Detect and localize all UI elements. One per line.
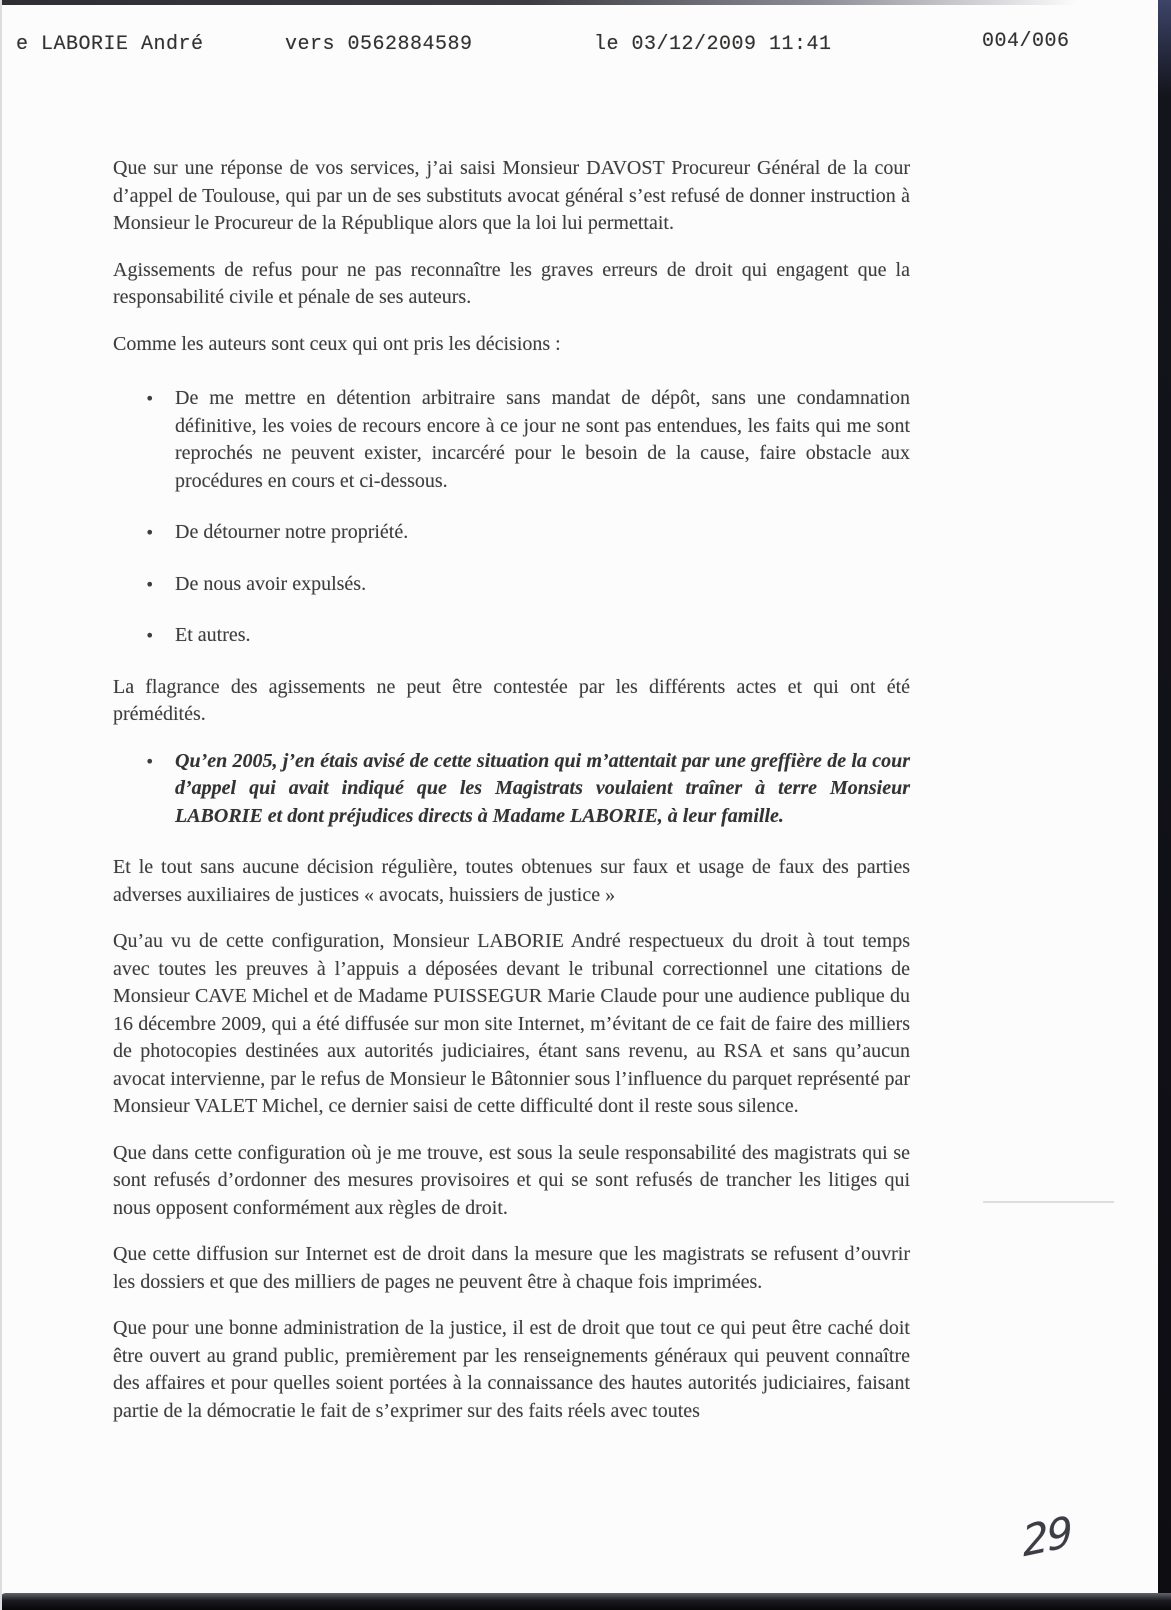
bullet-item xyxy=(113,571,910,599)
paragraph: Qu’au vu de cette configuration, Monsieur LABORIE André respectueux du droit à tout temps avec toutes les preuves à l’appuis a déposées devant le tribunal correctionnel une citations de Monsieur CAVE Michel et de Madame PUISSEGUR Marie Claude pour une audience publique du 16 décembre 2009, qui a été diffusée sur mon site Internet, m’évitant de ce fait de faire des milliers de photocopies destinées aux autorités judiciaires, étant sans revenu, au RSA et sans qu’aucun avocat intervienne, par le refus de Monsieur le Bâtonnier sous l’influence du parquet représenté par Monsieur VALET Michel, ce dernier saisi de cette difficulté dont il reste sous silence. xyxy=(113,930,910,1117)
bullet-item xyxy=(113,385,910,495)
fax-sender: e LABORIE André xyxy=(16,33,204,56)
scan-edge-top xyxy=(0,0,1171,5)
bullet-list xyxy=(113,385,910,650)
paragraph: Que cette diffusion sur Internet est de droit dans la mesure que les magistrats se refusent d’ouvrir les dossiers et que des milliers de pages ne peuvent être à chaque fois imprimées. xyxy=(113,1243,910,1293)
bullet-item xyxy=(113,519,910,547)
bullet-text: Qu’en 2005, j’en étais avisé de cette situation qui m’attentait par une greffière de la cour d’appel qui avait indiqué que les Magistrats voulaient traîner à terre Monsieur LABORIE et dont préjudices directs à Madame LABORIE, à leur famille. xyxy=(175,749,910,827)
paragraph: La flagrance des agissements ne peut être contestée par les différents actes et qui ont été prémédités. xyxy=(113,675,910,725)
bullet-item-emphasis xyxy=(113,748,910,831)
bullet-text: De me mettre en détention arbitraire sans mandat de dépôt, sans une condamnation définitive, les voies de recours encore à ce jour ne sont pas entendues, les faits qui me sont reprochés ne peuvent exister, incarcéré pour le besoin de la cause, faire obstacle aux procédures en cours et ci-dessous. xyxy=(175,387,910,492)
paragraph: Que sur une réponse de vos services, j’ai saisi Monsieur DAVOST Procureur Général de la cour d’appel de Toulouse, qui par un de ses substituts avocat général s’est refusé de donner instruction à Monsieur le Procureur de la République alors que la loi lui permettait. xyxy=(113,157,910,234)
paragraph: Agissements de refus pour ne pas reconnaître les graves erreurs de droit qui engagent que la responsabilité civile et pénale de ses auteurs. xyxy=(113,258,910,308)
scan-edge-left xyxy=(0,0,2,1610)
bullet-marker: • xyxy=(145,523,155,542)
scan-edge-right xyxy=(1158,0,1171,1610)
fax-page-counter: 004/006 xyxy=(982,30,1070,53)
bullet-text: De détourner notre propriété. xyxy=(175,521,409,543)
paragraph: Que dans cette configuration où je me trouve, est sous la seule responsabilité des magistrats qui se sont refusés d’ordonner des mesures provisoires et qui se sont refusés de trancher les litiges qui nous opposent conformément aux règles de droit. xyxy=(113,1141,910,1219)
document-body xyxy=(113,155,910,1444)
bullet-item xyxy=(113,622,910,650)
paragraph: Et le tout sans aucune décision régulière, toutes obtenues sur faux et usage de faux des parties adverses auxiliaires de justices « avocats, huissiers de justice » xyxy=(113,856,910,906)
bullet-text: Et autres. xyxy=(175,624,251,646)
scan-edge-bottom xyxy=(0,1593,1171,1610)
scan-artifact-line xyxy=(983,1201,1114,1203)
fax-header xyxy=(0,30,1171,63)
bullet-list-emphasis xyxy=(113,748,910,831)
paragraph: Que pour une bonne administration de la justice, il est de droit que tout ce qui peut être caché doit être ouvert au grand public, premièrement par les renseignements généraux qui peuvent connaître des affaires et pour quelles soient portées à la connaissance des hautes autorités judiciaires, faisant partie de la démocratie le fait de s’exprimer sur des faits réels avec toutes xyxy=(113,1317,910,1422)
bullet-marker: • xyxy=(145,751,155,771)
handwritten-page-number: 29 xyxy=(1020,1506,1073,1567)
bullet-marker: • xyxy=(145,389,155,408)
bullet-marker: • xyxy=(145,574,155,594)
paragraph: Comme les auteurs sont ceux qui ont pris les décisions : xyxy=(113,332,561,355)
fax-datetime: le 03/12/2009 11:41 xyxy=(594,33,832,56)
fax-recipient-number: vers 0562884589 xyxy=(285,33,473,56)
bullet-marker: • xyxy=(145,626,155,645)
bullet-text: De nous avoir expulsés. xyxy=(175,572,367,595)
